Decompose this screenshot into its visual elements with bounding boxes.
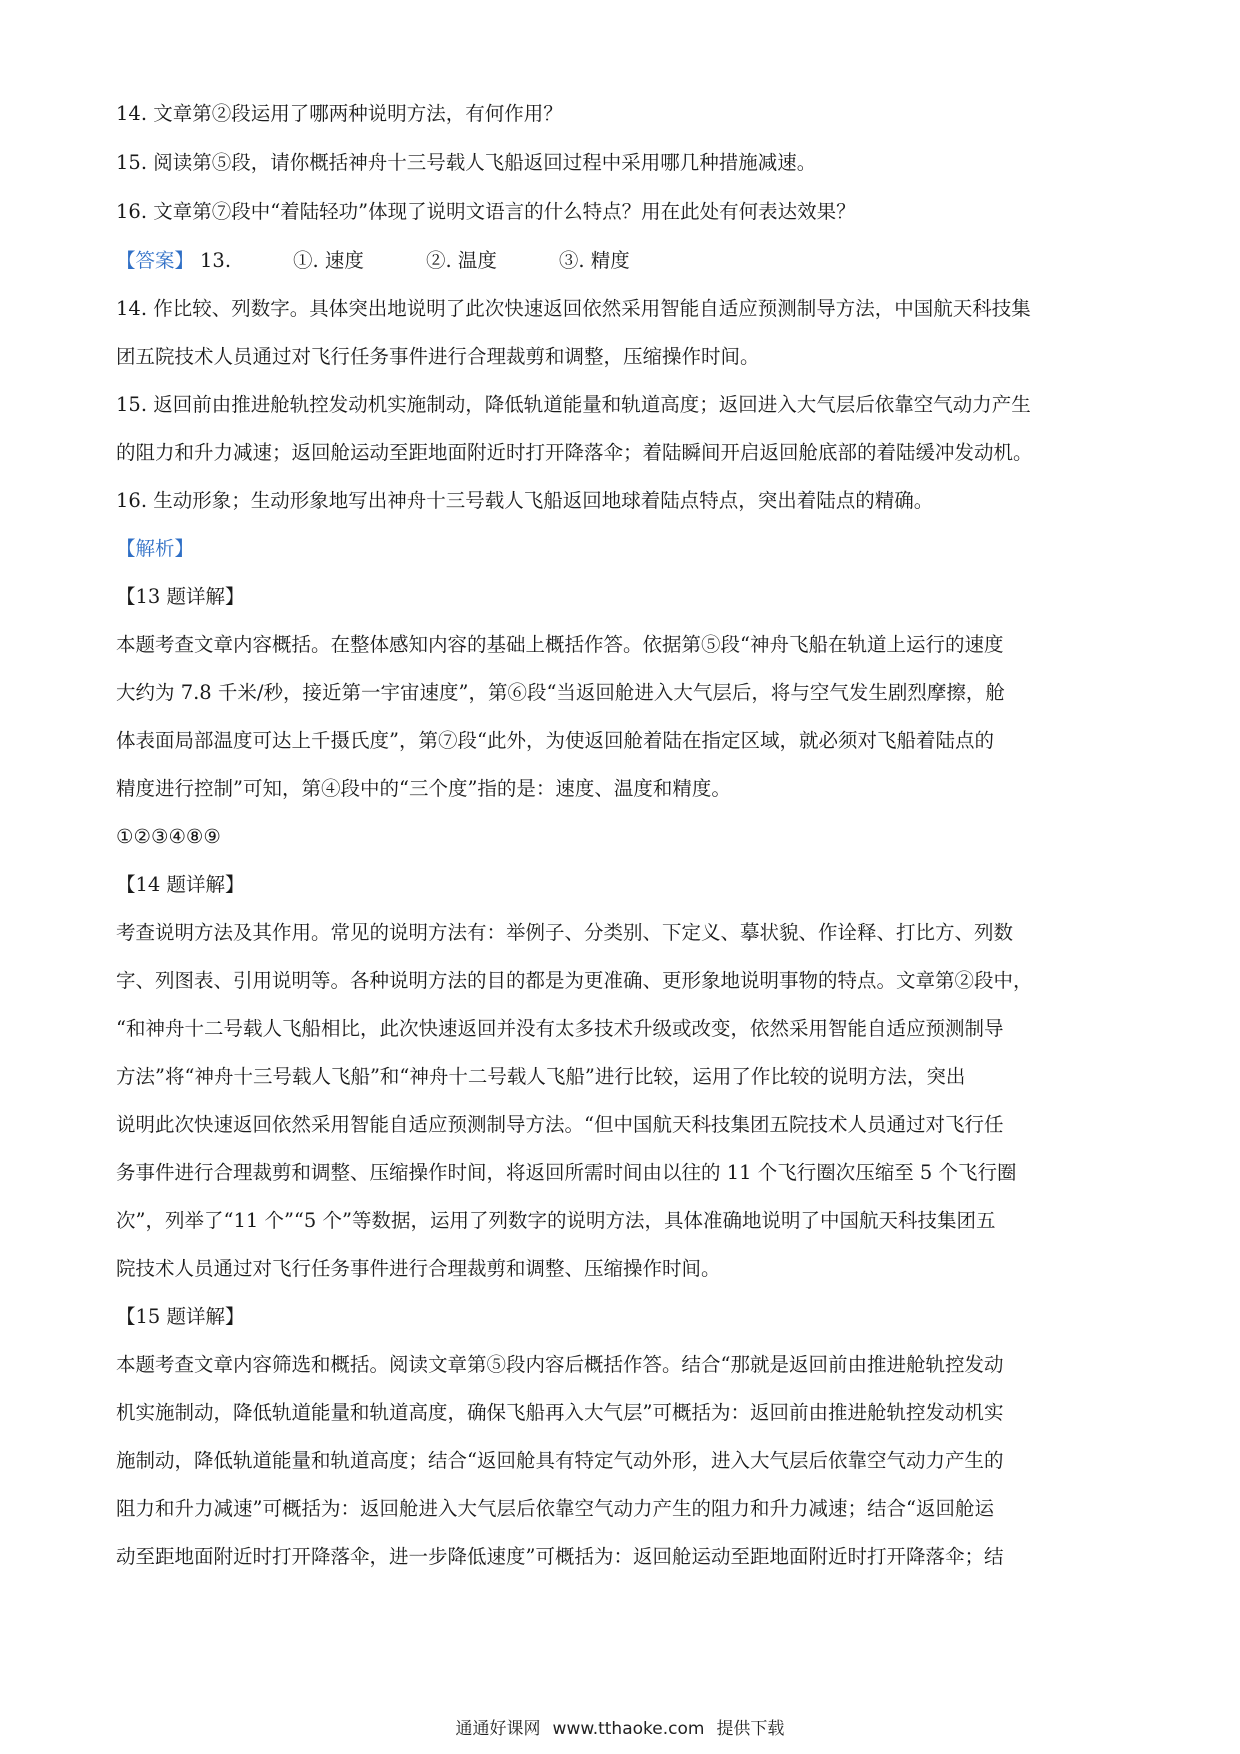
- footer-url[interactable]: www.tthaoke.com: [552, 1719, 705, 1739]
- q14-detail-heading: 【14 题详解】: [116, 873, 245, 896]
- answer-13-row: [116, 248, 1126, 274]
- q14-detail-line: 务事件进行合理裁剪和调整、压缩操作时间，将返回所需时间由以往的 11 个飞行圈次压缩至 5 个飞行圈: [116, 1161, 1017, 1184]
- q13-detail-heading: 【13 题详解】: [116, 585, 245, 608]
- answer-13-option-2: ②. 温度: [425, 249, 497, 272]
- q13-detail-line: 精度进行控制”可知，第④段中的“三个度”指的是：速度、温度和精度。: [116, 777, 731, 800]
- q15-detail-line: 本题考查文章内容筛选和概括。阅读文章第⑤段内容后概括作答。结合“那就是返回前由推进舱轨控发动: [116, 1353, 1004, 1376]
- question-15: 15. 阅读第⑤段，请你概括神舟十三号载人飞船返回过程中采用哪几种措施减速。: [116, 151, 817, 174]
- q14-detail-line: 次”，列举了“11 个”“5 个”等数据，运用了列数字的说明方法，具体准确地说明了中国航天科技集团五: [116, 1209, 996, 1232]
- q14-detail-line: 考查说明方法及其作用。常见的说明方法有：举例子、分类别、下定义、摹状貌、作诠释、打比方、列数: [116, 921, 1014, 944]
- q14-detail-line: “和神舟十二号载人飞船相比，此次快速返回并没有太多技术升级或改变，依然采用智能自适应预测制导: [116, 1017, 1004, 1040]
- question-16: 16. 文章第⑦段中“着陆轻功”体现了说明文语言的什么特点？用在此处有何表达效果？: [116, 200, 856, 223]
- page-footer: [0, 1718, 1240, 1740]
- answer-16-line: 16. 生动形象；生动形象地写出神舟十三号载人飞船返回地球着陆点特点，突出着陆点的精确。: [116, 489, 934, 512]
- answer-tag: 【答案】: [116, 249, 195, 272]
- q14-detail-line: 说明此次快速返回依然采用智能自适应预测制导方法。“但中国航天科技集团五院技术人员通过对飞行任: [116, 1113, 1004, 1136]
- answer-14-line-2: 团五院技术人员通过对飞行任务事件进行合理裁剪和调整，压缩操作时间。: [116, 345, 760, 368]
- q15-detail-line: 动至距地面附近时打开降落伞，进一步降低速度”可概括为：返回舱运动至距地面附近时打开降落伞；结: [116, 1545, 1004, 1568]
- answer-15-line-2: 的阻力和升力减速；返回舱运动至距地面附近时打开降落伞；着陆瞬间开启返回舱底部的着陆缓冲发动机。: [116, 441, 1033, 464]
- circled-number-marks: ①②③④⑧⑨: [116, 825, 221, 848]
- document-body: [116, 101, 1126, 1592]
- q14-detail-line: 方法”将“神舟十三号载人飞船”和“神舟十二号载人飞船”进行比较，运用了作比较的说明方法，突出: [116, 1065, 966, 1088]
- answer-15-line-1: 15. 返回前由推进舱轨控发动机实施制动，降低轨道能量和轨道高度；返回进入大气层后依靠空气动力产生: [116, 393, 1031, 416]
- q15-detail-line: 机实施制动，降低轨道能量和轨道高度，确保飞船再入大气层”可概括为：返回前由推进舱轨控发动机实: [116, 1401, 1004, 1424]
- question-14: 14. 文章第②段运用了哪两种说明方法，有何作用？: [116, 102, 563, 125]
- q13-detail-line: 体表面局部温度可达上千摄氏度”，第⑦段“此外，为使返回舱着陆在指定区域，就必须对飞船着陆点的: [116, 729, 994, 752]
- q15-detail-line: 阻力和升力减速”可概括为：返回舱进入大气层后依靠空气动力产生的阻力和升力减速；结合“返回舱运: [116, 1497, 994, 1520]
- answer-13-number: 13.: [200, 249, 232, 272]
- q15-detail-heading: 【15 题详解】: [116, 1305, 245, 1328]
- footer-site-name: 通通好课网: [455, 1719, 541, 1739]
- q13-detail-line: 大约为 7.8 千米/秒，接近第一宇宙速度”，第⑥段“当返回舱进入大气层后，将与空气发生剧烈摩擦，舱: [116, 681, 1005, 704]
- q14-detail-line: 字、列图表、引用说明等。各种说明方法的目的都是为更准确、更形象地说明事物的特点。文章第②段中，: [116, 969, 1033, 992]
- answer-13-option-1: ①. 速度: [293, 249, 364, 272]
- q15-detail-line: 施制动，降低轨道能量和轨道高度；结合“返回舱具有特定气动外形，进入大气层后依靠空气动力产生的: [116, 1449, 1004, 1472]
- analysis-tag: 【解析】: [116, 537, 195, 560]
- answer-13-option-3: ③. 精度: [558, 249, 630, 272]
- q14-detail-line: 院技术人员通过对飞行任务事件进行合理裁剪和调整、压缩操作时间。: [116, 1257, 721, 1280]
- q13-detail-line: 本题考查文章内容概括。在整体感知内容的基础上概括作答。依据第⑤段“神舟飞船在轨道上运行的速度: [116, 633, 1004, 656]
- answer-14-line-1: 14. 作比较、列数字。具体突出地说明了此次快速返回依然采用智能自适应预测制导方法，中国航天科技集: [116, 297, 1031, 320]
- footer-note: 提供下载: [716, 1719, 785, 1739]
